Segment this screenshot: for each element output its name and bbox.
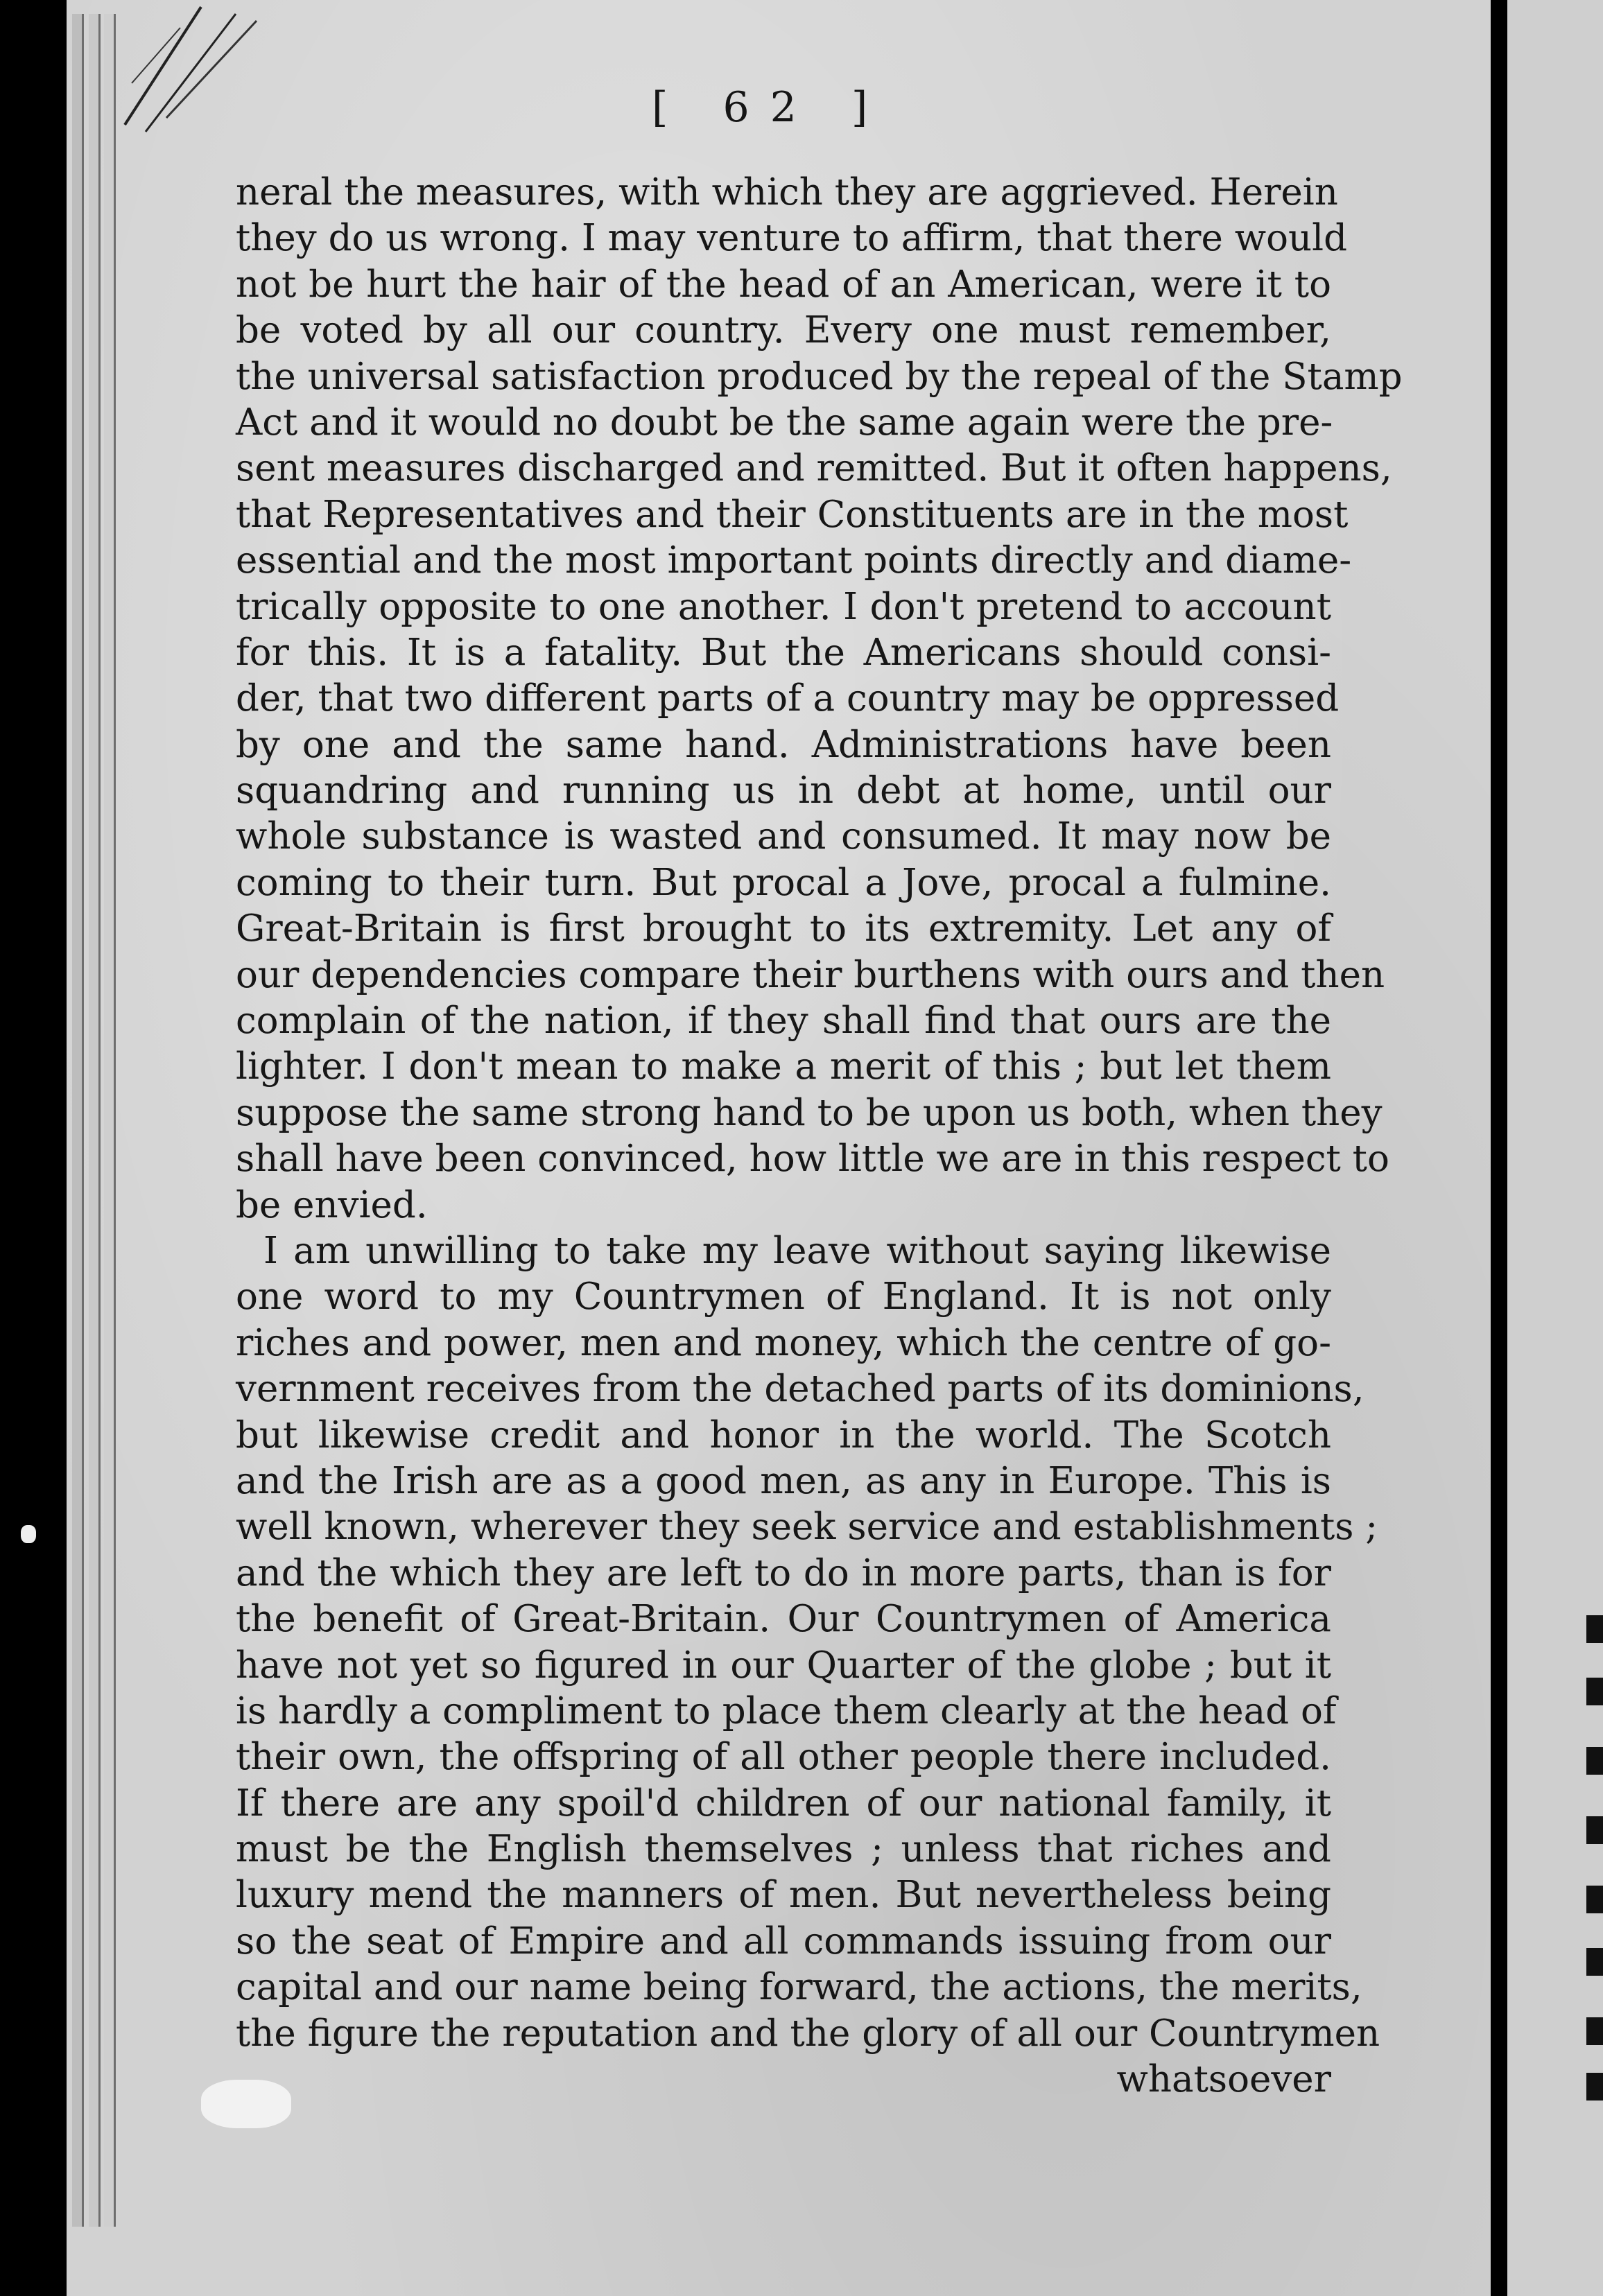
text-line: and the Irish are as a good men, as any in Europe. This is — [236, 1459, 1331, 1502]
pen-scratch-marks — [118, 0, 284, 139]
text-line: have not yet so figured in our Quarter of the globe ; but it — [236, 1644, 1331, 1687]
text-line: one word to my Countrymen of England. It is not only — [236, 1276, 1331, 1319]
adjacent-page-edge — [1507, 0, 1603, 2296]
text-line: by one and the same hand. Administrations have been — [236, 723, 1331, 766]
catchword: whatsoever — [1116, 2058, 1331, 2101]
text-line: they do us wrong. I may venture to affirm, that there would — [236, 217, 1348, 260]
text-line: shall have been convinced, how little we are in this respect to — [236, 1138, 1389, 1181]
text-line: be voted by all our country. Every one must remember, — [236, 309, 1331, 352]
text-line: capital and our name being forward, the actions, the merits, — [236, 1966, 1362, 2009]
text-line: Act and it would no doubt be the same again were the pre- — [236, 401, 1333, 444]
text-line: the benefit of Great-Britain. Our Countrymen of America — [236, 1598, 1331, 1641]
text-line: the figure the reputation and the glory of all our Countrymen — [236, 2012, 1380, 2055]
text-line: squandring and running us in debt at home, until our — [236, 769, 1331, 812]
text-line: suppose the same strong hand to be upon us both, when they — [236, 1091, 1383, 1134]
binding-gutter — [1491, 0, 1507, 2296]
text-line: not be hurt the hair of the head of an American, were it to — [236, 263, 1331, 306]
text-line: essential and the most important points directly and diame- — [236, 539, 1352, 582]
text-line: our dependencies compare their burthens with ours and then — [236, 953, 1385, 996]
text-line: riches and power, men and money, which the centre of go- — [236, 1321, 1331, 1364]
paper-blot — [21, 1525, 36, 1543]
text-line: is hardly a compliment to place them clearly at the head of — [236, 1689, 1337, 1732]
text-line: for this. It is a fatality. But the Americans should consi- — [236, 631, 1331, 674]
text-line: I am unwilling to take my leave without saying likewise — [263, 1229, 1331, 1272]
text-line: neral the measures, with which they are aggrieved. Herein — [236, 171, 1338, 214]
page-edge — [72, 14, 84, 2227]
text-line: be envied. — [236, 1183, 428, 1226]
text-line: coming to their turn. But procal a Jove, procal a fulmine. — [236, 861, 1331, 904]
text-line: so the seat of Empire and all commands issuing from our — [236, 1920, 1331, 1963]
text-line: vernment receives from the detached parts of its dominions, — [236, 1368, 1364, 1411]
text-line: lighter. I don't mean to make a merit of this ; but let them — [236, 1045, 1331, 1088]
page-edge — [89, 14, 101, 2227]
text-line: their own, the offspring of all other people there included. — [236, 1736, 1331, 1779]
page-edge — [104, 14, 116, 2227]
text-line: If there are any spoil'd children of our national family, it — [236, 1782, 1331, 1825]
text-line: complain of the nation, if they shall find that ours are the — [236, 1000, 1331, 1043]
body-text — [236, 170, 1403, 2103]
text-line: but likewise credit and honor in the world. The Scotch — [236, 1414, 1331, 1456]
text-line: der, that two different parts of a country may be oppressed — [236, 677, 1340, 720]
text-line: Great-Britain is first brought to its extremity. Let any of — [236, 907, 1331, 950]
page-number: [ 62 ] — [652, 83, 889, 132]
text-line: that Representatives and their Constituents are in the most — [236, 493, 1349, 536]
text-line: trically opposite to one another. I don't pretend to account — [236, 585, 1331, 628]
text-line: luxury mend the manners of men. But nevertheless being — [236, 1874, 1331, 1917]
text-line: and the which they are left to do in more parts, than is for — [236, 1551, 1331, 1594]
text-line: sent measures discharged and remitted. But it often happens, — [236, 447, 1392, 490]
text-line: whole substance is wasted and consumed. It may now be — [236, 815, 1331, 858]
text-line: must be the English themselves ; unless that riches and — [236, 1828, 1331, 1871]
text-line: well known, wherever they seek service and establishments ; — [236, 1506, 1378, 1549]
text-line: the universal satisfaction produced by the repeal of the Stamp — [236, 355, 1403, 398]
